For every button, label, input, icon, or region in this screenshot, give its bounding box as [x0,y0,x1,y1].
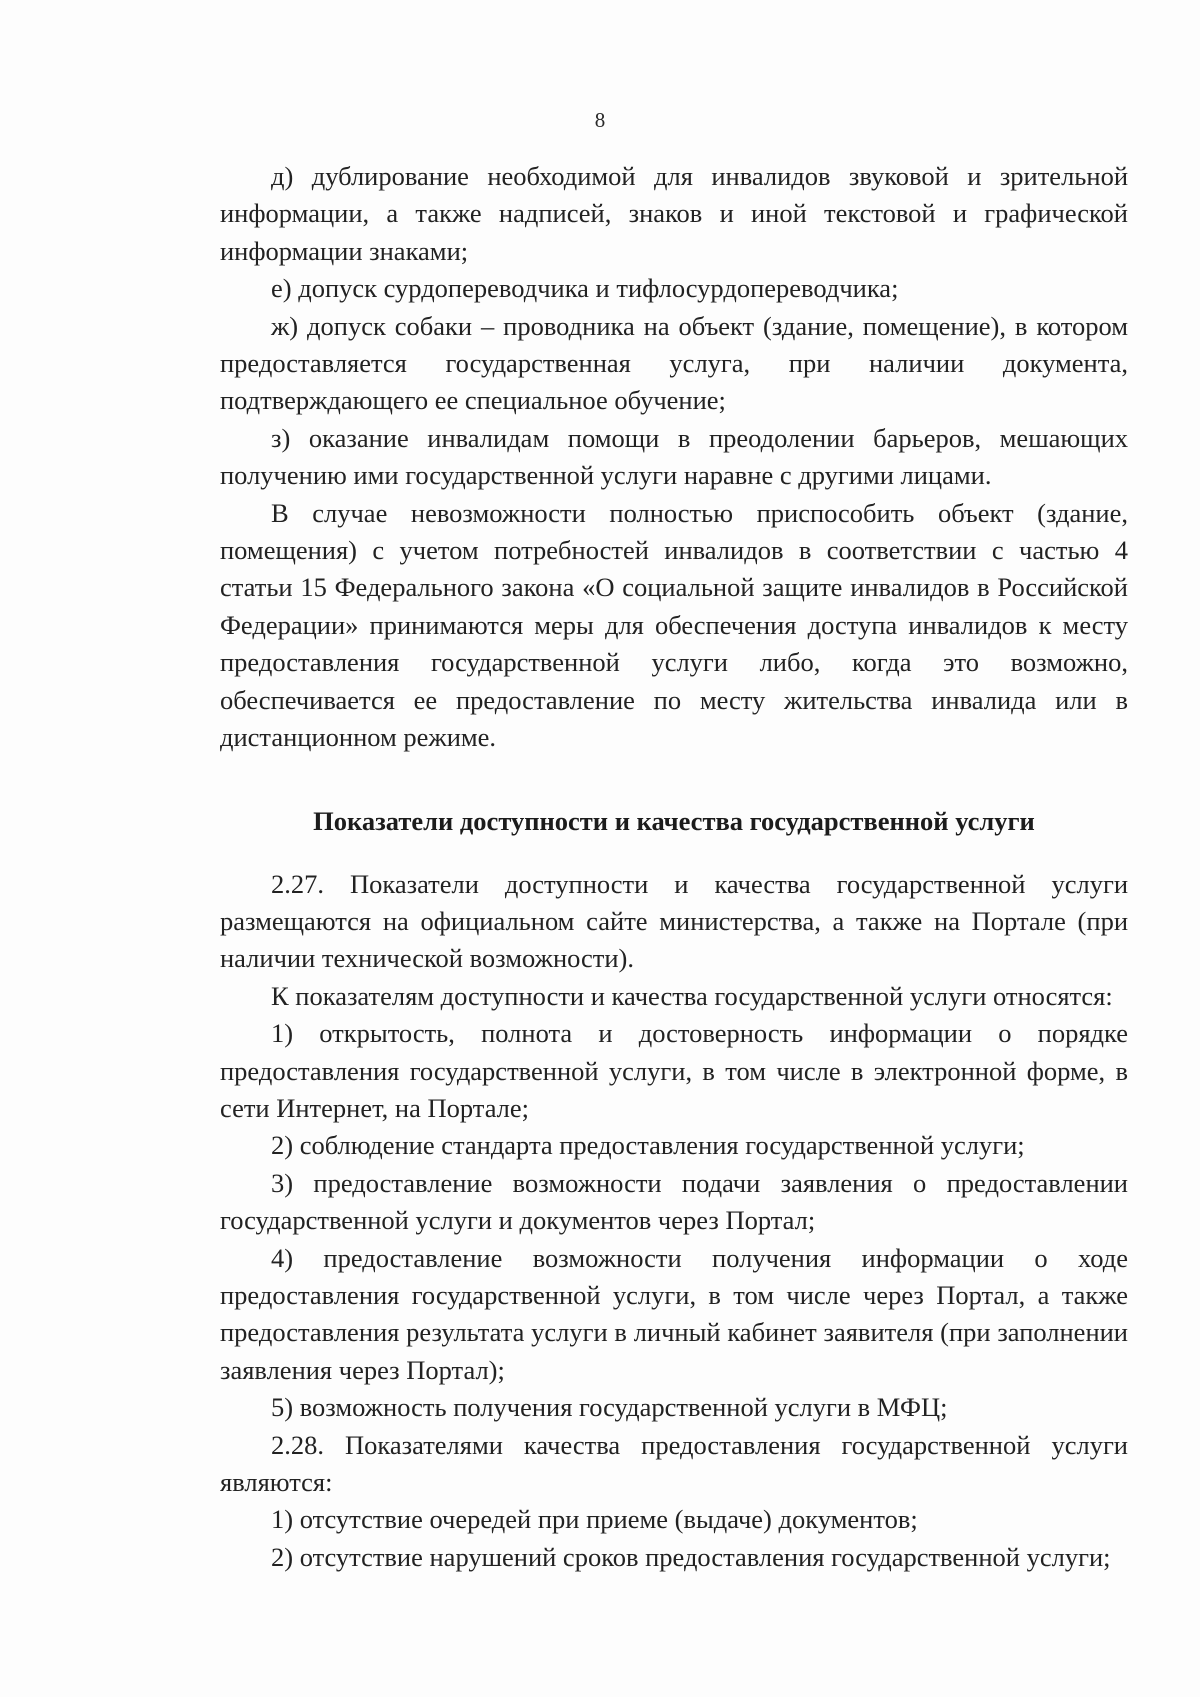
list-item-availability-4: 4) предоставление возможности получения информации о ходе предоставления государственной услуги, в том числе через Портал, а также предоставления результата услуги в личный кабинет заявителя (при заполнении заявления через Портал); [220,1242,1128,1385]
section-heading: Показатели доступности и качества государственной услуги [313,805,1035,836]
paragraph-2-28: 2.28. Показателями качества предоставления государственной услуги являются: [220,1429,1128,1497]
list-item-quality-1: 1) отсутствие очередей при приеме (выдаче) документов; [271,1504,918,1535]
page-number: 8 [594,108,606,132]
paragraph-2-27: 2.27. Показатели доступности и качества государственной услуги размещаются на официальном сайте министерства, а также на Портале (при наличии технической возможности). [220,868,1128,974]
paragraph-indicators-intro: К показателям доступности и качества государственной услуги относятся: [271,980,1113,1011]
paragraph-item-e: е) допуск сурдопереводчика и тифлосурдопереводчика; [271,273,899,304]
list-item-quality-2: 2) отсутствие нарушений сроков предоставления государственной услуги; [271,1541,1111,1572]
paragraph-accessibility-measures: В случае невозможности полностью приспособить объект (здание, помещения) с учетом потребностей инвалидов в соответствии с частью 4 статьи 15 Федерального закона «О социальной защите инвалидов в Российской Федерации» принимаются меры для обеспечения доступа инвалидов к месту предоставления государственной услуги либо, когда это возможно, обеспечивается ее предоставление по месту жительства инвалида или в дистанционном режиме. [220,497,1128,753]
paragraph-item-zh: ж) допуск собаки – проводника на объект (здание, помещение), в котором предоставляется государственная услуга, при наличии документа, подтверждающего ее специальное обучение; [220,310,1128,416]
list-item-availability-3: 3) предоставление возможности подачи заявления о предоставлении государственной услуги и документов через Портал; [220,1167,1128,1236]
document-body [220,158,1128,1576]
list-item-availability-1: 1) открытость, полнота и достоверность информации о порядке предоставления государственной услуги, в том числе в электронной форме, в сети Интернет, на Портале; [220,1018,1128,1123]
paragraph-item-d: д) дублирование необходимой для инвалидов звуковой и зрительной информации, а также надписей, знаков и иной текстовой и графической информации знаками; [220,161,1128,266]
paragraph-item-z: з) оказание инвалидам помощи в преодолении барьеров, мешающих получению ими государственной услуги наравне с другими лицами. [220,422,1128,491]
list-item-availability-5: 5) возможность получения государственной услуги в МФЦ; [271,1392,948,1423]
list-item-availability-2: 2) соблюдение стандарта предоставления государственной услуги; [271,1130,1025,1161]
